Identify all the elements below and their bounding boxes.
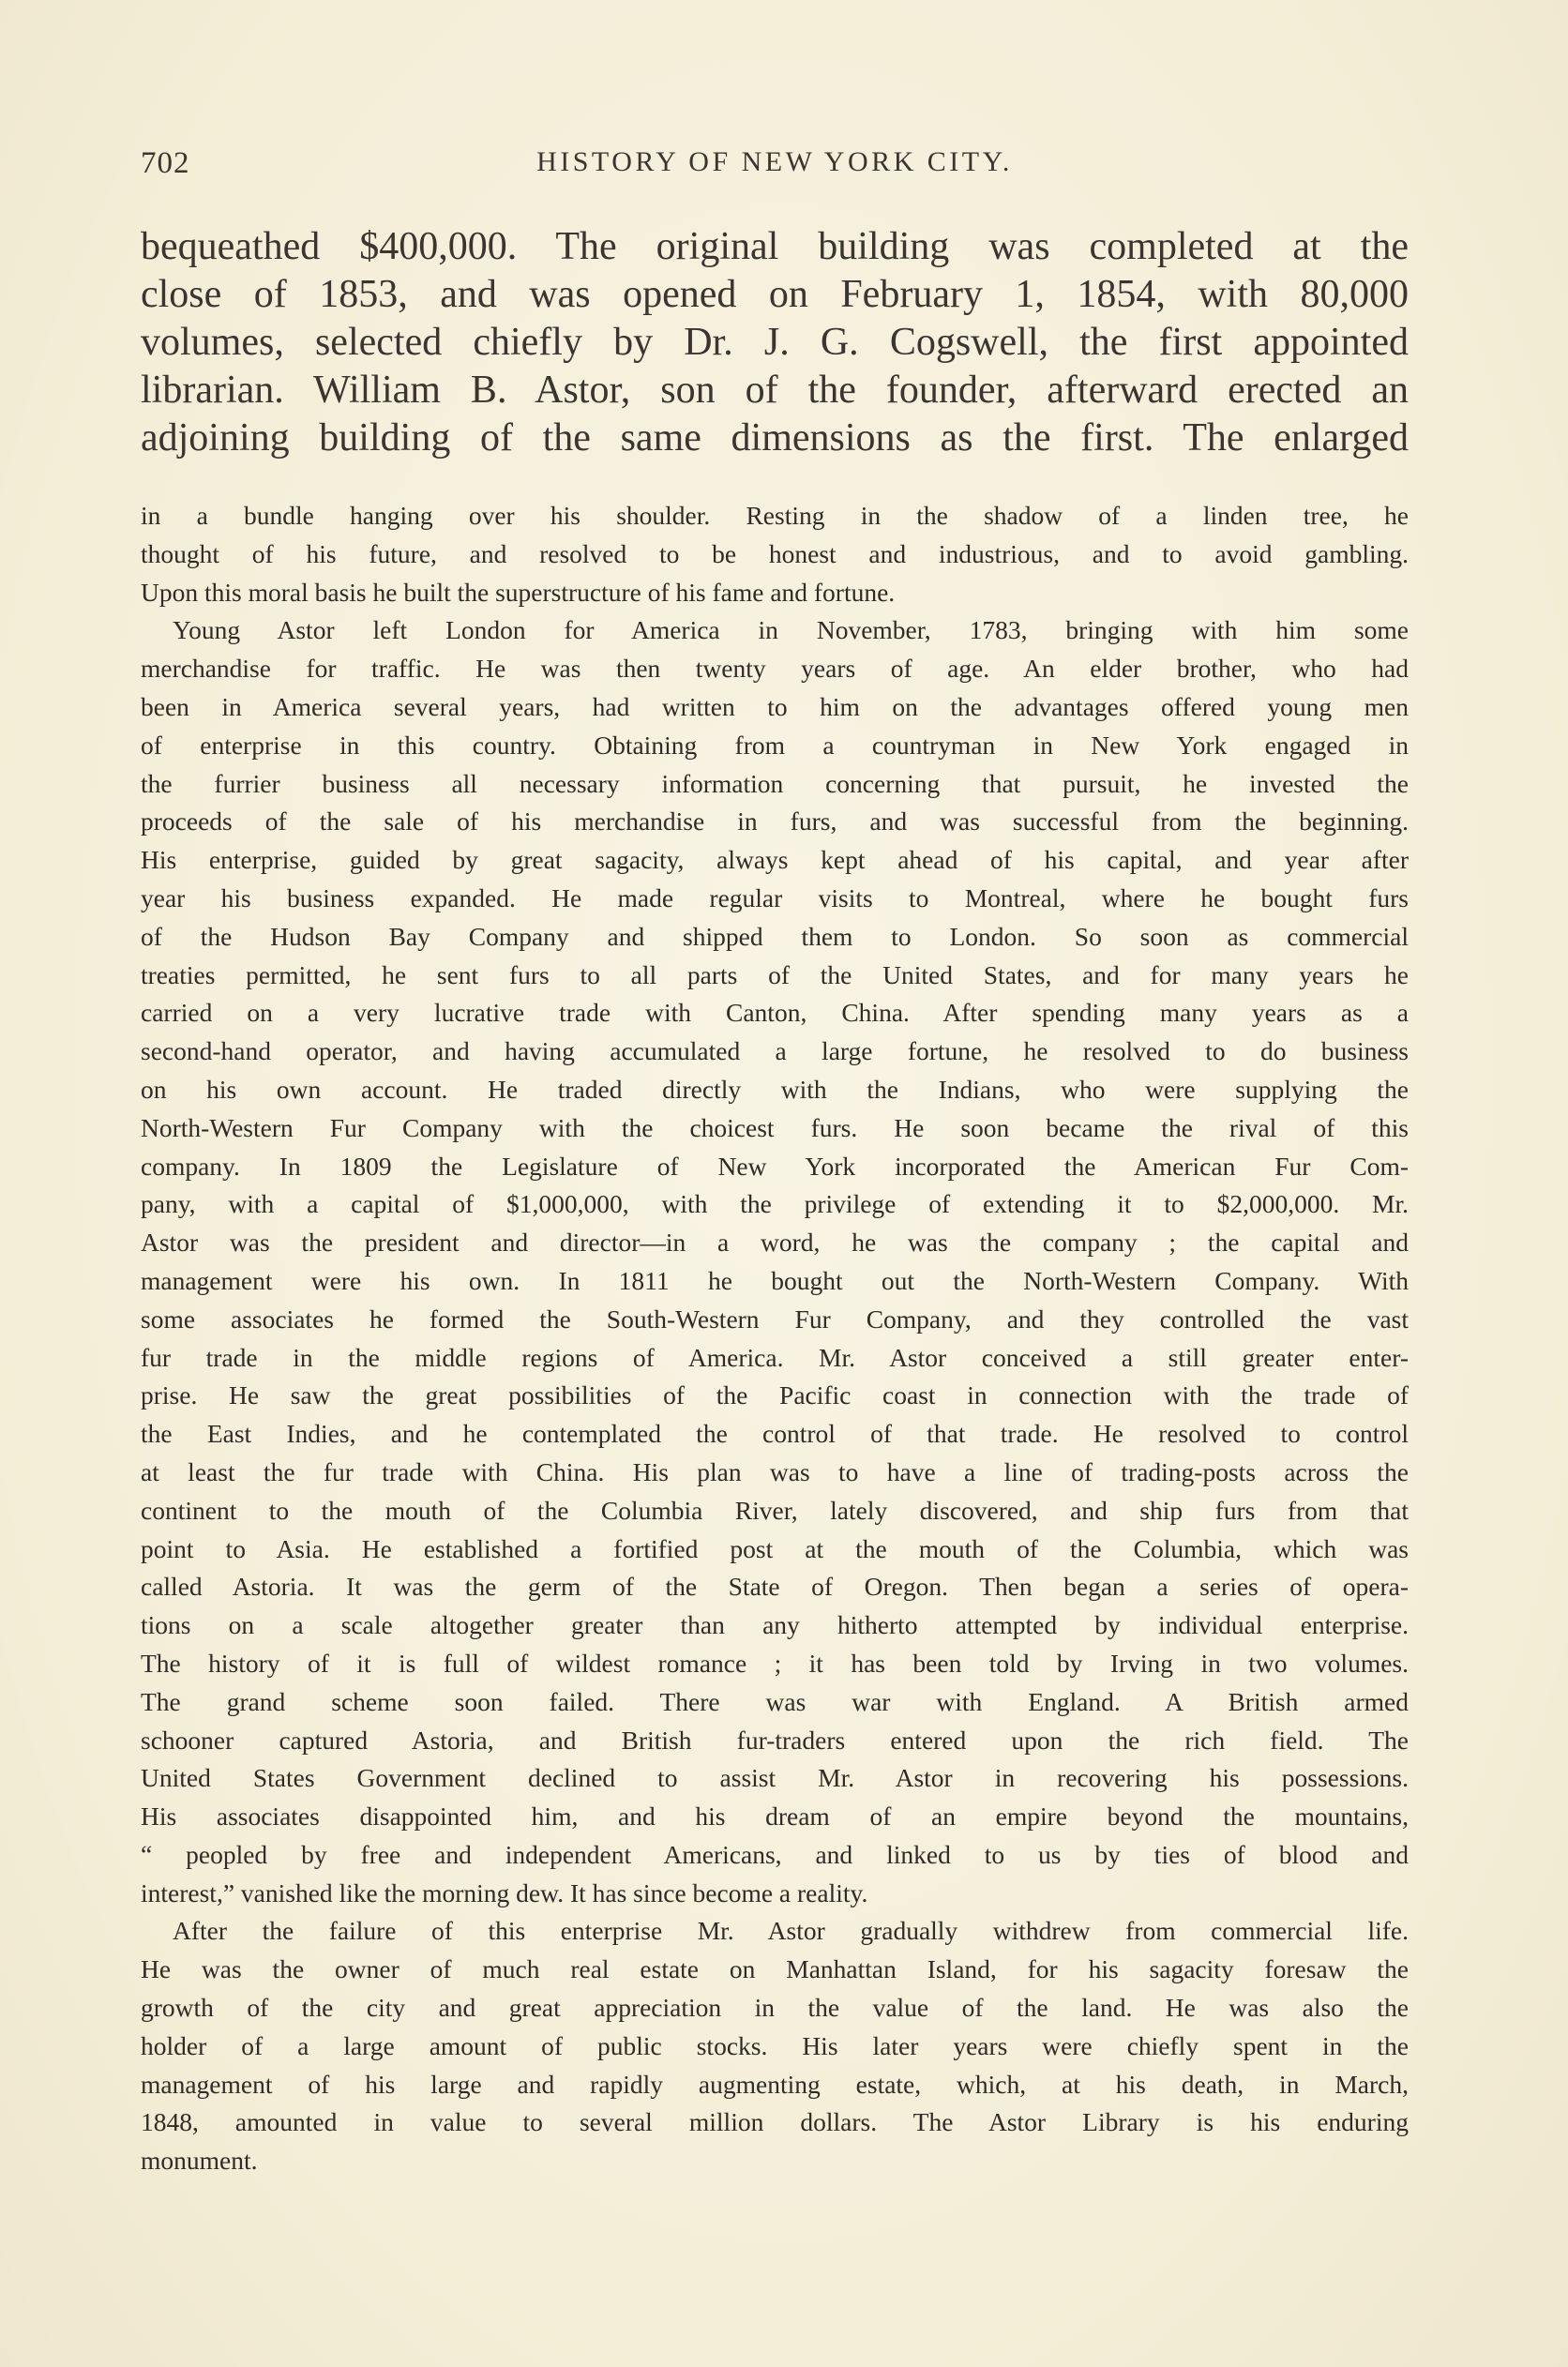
body-line: fur trade in the middle regions of America. Mr. Astor conceived a still greater enter- xyxy=(141,1342,1409,1372)
body-line: pany, with a capital of $1,000,000, with the privilege of extending it to $2,000,000. Mr. xyxy=(141,1189,1409,1219)
body-line: North-Western Fur Company with the choicest furs. He soon became the rival of this xyxy=(141,1112,1409,1142)
body-line: on his own account. He traded directly with the Indians, who were supplying the xyxy=(141,1074,1409,1104)
body-line: the East Indies, and he contemplated the control of that trade. He resolved to control xyxy=(141,1419,1409,1449)
body-line: United States Government declined to assist Mr. Astor in recovering his possessions. xyxy=(141,1763,1409,1793)
body-line: merchandise for traffic. He was then twenty years of age. An elder brother, who had xyxy=(141,654,1409,684)
body-line: in a bundle hanging over his shoulder. Resting in the shadow of a linden tree, he xyxy=(141,501,1409,530)
lead-line: close of 1853, and was opened on February 1, 1854, with 80,000 xyxy=(141,273,1409,316)
body-line: 1848, amounted in value to several million dollars. The Astor Library is his enduring xyxy=(141,2107,1409,2137)
lead-line: librarian. William B. Astor, son of the founder, afterward erected an xyxy=(141,369,1409,412)
body-line: “ peopled by free and independent Americans, and linked to us by ties of blood and xyxy=(141,1839,1409,1869)
body-line: of enterprise in this country. Obtaining from a countryman in New York engaged in xyxy=(141,730,1409,760)
body-line: year his business expanded. He made regular visits to Montreal, where he bought furs xyxy=(141,882,1409,912)
body-line: management were his own. In 1811 he bought out the North-Western Company. With xyxy=(141,1265,1409,1295)
body-line: interest,” vanished like the morning dew. It has since become a reality. xyxy=(141,1877,868,1907)
body-line: The history of it is full of wildest romance ; it has been told by Irving in two volumes. xyxy=(141,1648,1409,1678)
body-line: proceeds of the sale of his merchandise in furs, and was successful from the beginning. xyxy=(141,807,1409,837)
lead-line: adjoining building of the same dimensions as the first. The enlarged xyxy=(141,416,1409,460)
running-head: HISTORY OF NEW YORK CITY. xyxy=(536,146,1013,177)
body-line: carried on a very lucrative trade with Canton, China. After spending many years as a xyxy=(141,998,1409,1028)
body-line: monument. xyxy=(141,2146,258,2176)
body-line: some associates he formed the South-Western Fur Company, and they controlled the vast xyxy=(141,1304,1409,1334)
body-line: thought of his future, and resolved to be honest and industrious, and to avoid gambling. xyxy=(141,538,1409,568)
body-line: the furrier business all necessary information concerning that pursuit, he invested the xyxy=(141,768,1409,798)
body-line: management of his large and rapidly augmenting estate, which, at his death, in March, xyxy=(141,2069,1409,2099)
body-line: After the failure of this enterprise Mr. Astor gradually withdrew from commercial life. xyxy=(173,1916,1409,1946)
lead-line: bequeathed $400,000. The original building was completed at the xyxy=(141,225,1409,268)
body-line: Astor was the president and director—in a word, he was the company ; the capital and xyxy=(141,1228,1409,1258)
body-line: holder of a large amount of public stocks. His later years were chiefly spent in the xyxy=(141,2030,1409,2060)
body-line: prise. He saw the great possibilities of the Pacific coast in connection with the trade of xyxy=(141,1380,1409,1410)
body-line: tions on a scale altogether greater than any hitherto attempted by individual enterprise. xyxy=(141,1610,1409,1640)
body-line: of the Hudson Bay Company and shipped them to London. So soon as commercial xyxy=(141,921,1409,951)
body-line: second-hand operator, and having accumulated a large fortune, he resolved to do business xyxy=(141,1036,1409,1066)
body-line: His enterprise, guided by great sagacity, always kept ahead of his capital, and year after xyxy=(141,845,1409,875)
body-line: His associates disappointed him, and his dream of an empire beyond the mountains, xyxy=(141,1802,1409,1832)
body-line: company. In 1809 the Legislature of New York incorporated the American Fur Com- xyxy=(141,1151,1409,1181)
lead-paragraph xyxy=(141,223,1409,462)
body-line: growth of the city and great appreciation in the value of the land. He was also the xyxy=(141,1993,1409,2023)
body-line: continent to the mouth of the Columbia River, lately discovered, and ship furs from that xyxy=(141,1495,1409,1525)
body-line: Young Astor left London for America in November, 1783, bringing with him some xyxy=(173,615,1409,645)
body-line: He was the owner of much real estate on Manhattan Island, for his sagacity foresaw the xyxy=(141,1954,1409,1984)
body-line: point to Asia. He established a fortified post at the mouth of the Columbia, which was xyxy=(141,1533,1409,1563)
lead-line: volumes, selected chiefly by Dr. J. G. Cogswell, the first appointed xyxy=(141,321,1409,364)
body-line: treaties permitted, he sent furs to all parts of the United States, and for many years he xyxy=(141,959,1409,989)
page-header xyxy=(141,141,1409,188)
body-line: schooner captured Astoria, and British fur-traders entered upon the rich field. The xyxy=(141,1725,1409,1755)
body-line: called Astoria. It was the germ of the State of Oregon. Then began a series of opera- xyxy=(141,1572,1409,1602)
body-text xyxy=(141,497,1409,2180)
body-line: been in America several years, had written to him on the advantages offered young men xyxy=(141,691,1409,721)
body-line: The grand scheme soon failed. There was war with England. A British armed xyxy=(141,1686,1409,1716)
page-number: 702 xyxy=(141,146,190,180)
body-line: at least the fur trade with China. His plan was to have a line of trading-posts across the xyxy=(141,1456,1409,1486)
body-line: Upon this moral basis he built the superstructure of his fame and fortune. xyxy=(141,577,896,607)
